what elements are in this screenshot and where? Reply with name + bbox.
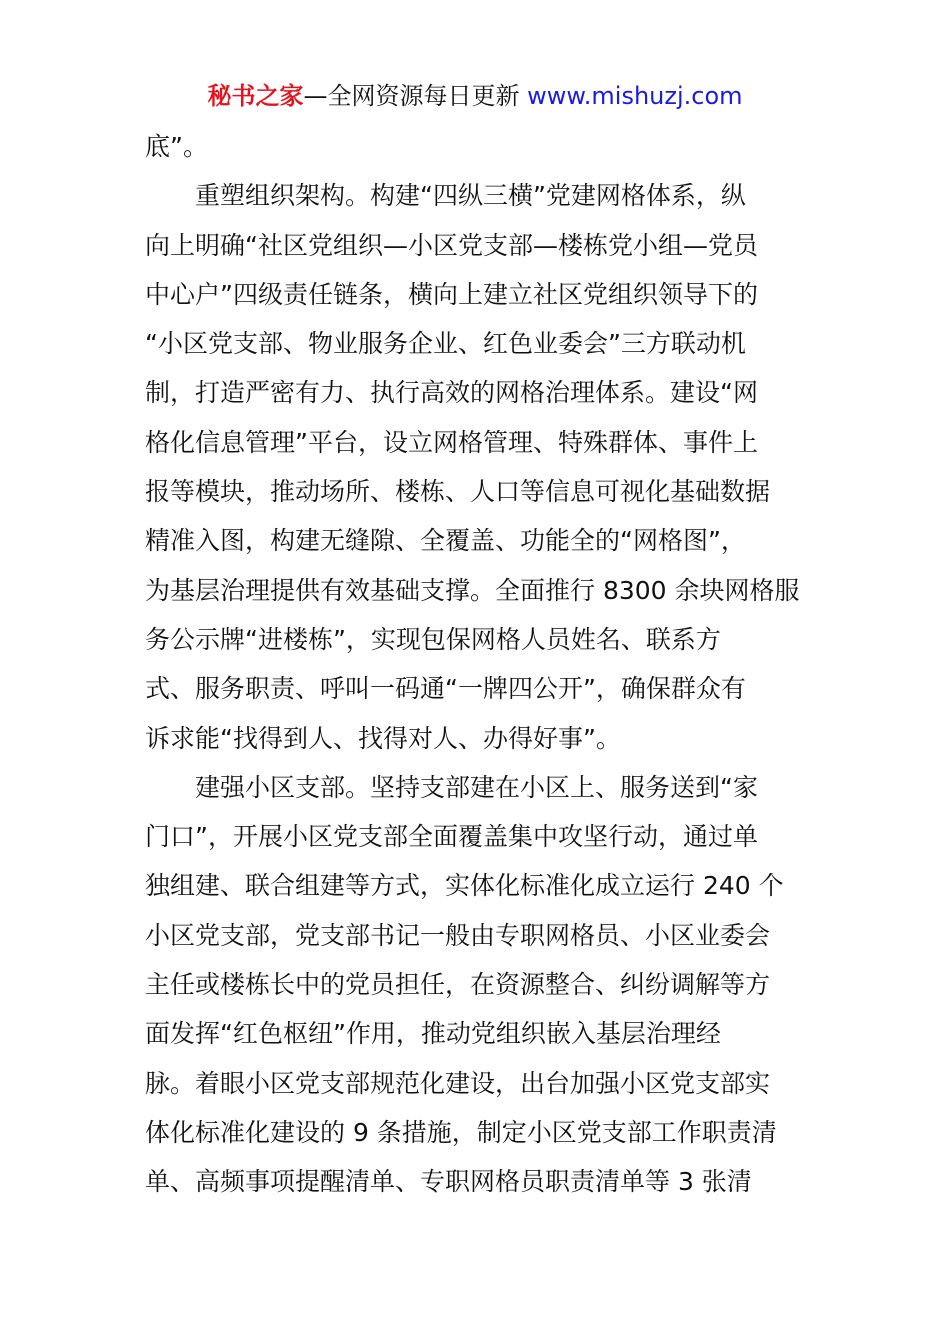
text-line: 体化标准化建设的 9 条措施，制定小区党支部工作职责清 [145,1117,777,1147]
text-line: 精准入图，构建无缝隙、全覆盖、功能全的“网格图”， [145,526,746,556]
text-line: 诉求能“找得到人、找得对人、办得好事”。 [145,723,621,753]
paragraph-start-line: 建强小区支部。坚持支部建在小区上、服务送到“家 [195,772,758,802]
text-line: 中心户”四级责任链条，横向上建立社区党组织领导下的 [145,279,758,309]
text-line: 独组建、联合组建等方式，实体化标准化成立运行 240 个 [145,871,784,901]
text-line: 向上明确“社区党组织—小区党支部—楼栋党小组—党员 [145,230,758,260]
text-line: 面发挥“红色枢纽”作用，推动党组织嵌入基层治理经 [145,1019,721,1049]
text-line: 务公示牌“进楼栋”，实现包保网格人员姓名、联系方 [145,624,721,654]
text-line: 主任或楼栋长中的党员担任，在资源整合、纠纷调解等方 [145,970,771,1000]
text-line: 为基层治理提供有效基础支撑。全面推行 8300 余块网格服 [145,575,800,605]
page-header [0,80,950,112]
text-line: 门口”，开展小区党支部全面覆盖集中攻坚行动，通过单 [145,822,758,852]
text-line: 小区党支部，党支部书记一般由专职网格员、小区业委会 [145,920,771,950]
website-link[interactable]: www.mishuzj.com [527,82,743,110]
text-line: 式、服务职责、呼叫一码通“一牌四公开”，确保群众有 [145,674,746,704]
text-line: 制，打造严密有力、执行高效的网格治理体系。建设“网 [145,378,758,408]
header-tagline: —全网资源每日更新 [303,82,528,110]
text-line: 脉。着眼小区党支部规范化建设，出台加强小区党支部实 [145,1068,771,1098]
paragraph-start-line: 重塑组织架构。构建“四纵三横”党建网格体系，纵 [195,181,746,211]
document-body [145,127,807,1212]
text-line: 底”。 [145,132,208,161]
text-line: “小区党支部、物业服务企业、红色业委会”三方联动机 [145,329,746,359]
brand-name: 秘书之家 [207,82,304,110]
text-line: 单、高频事项提醒清单、专职网格员职责清单等 3 张清 [145,1167,752,1197]
text-line: 报等模块，推动场所、楼栋、人口等信息可视化基础数据 [145,477,771,507]
text-line: 格化信息管理”平台，设立网格管理、特殊群体、事件上 [145,427,758,457]
